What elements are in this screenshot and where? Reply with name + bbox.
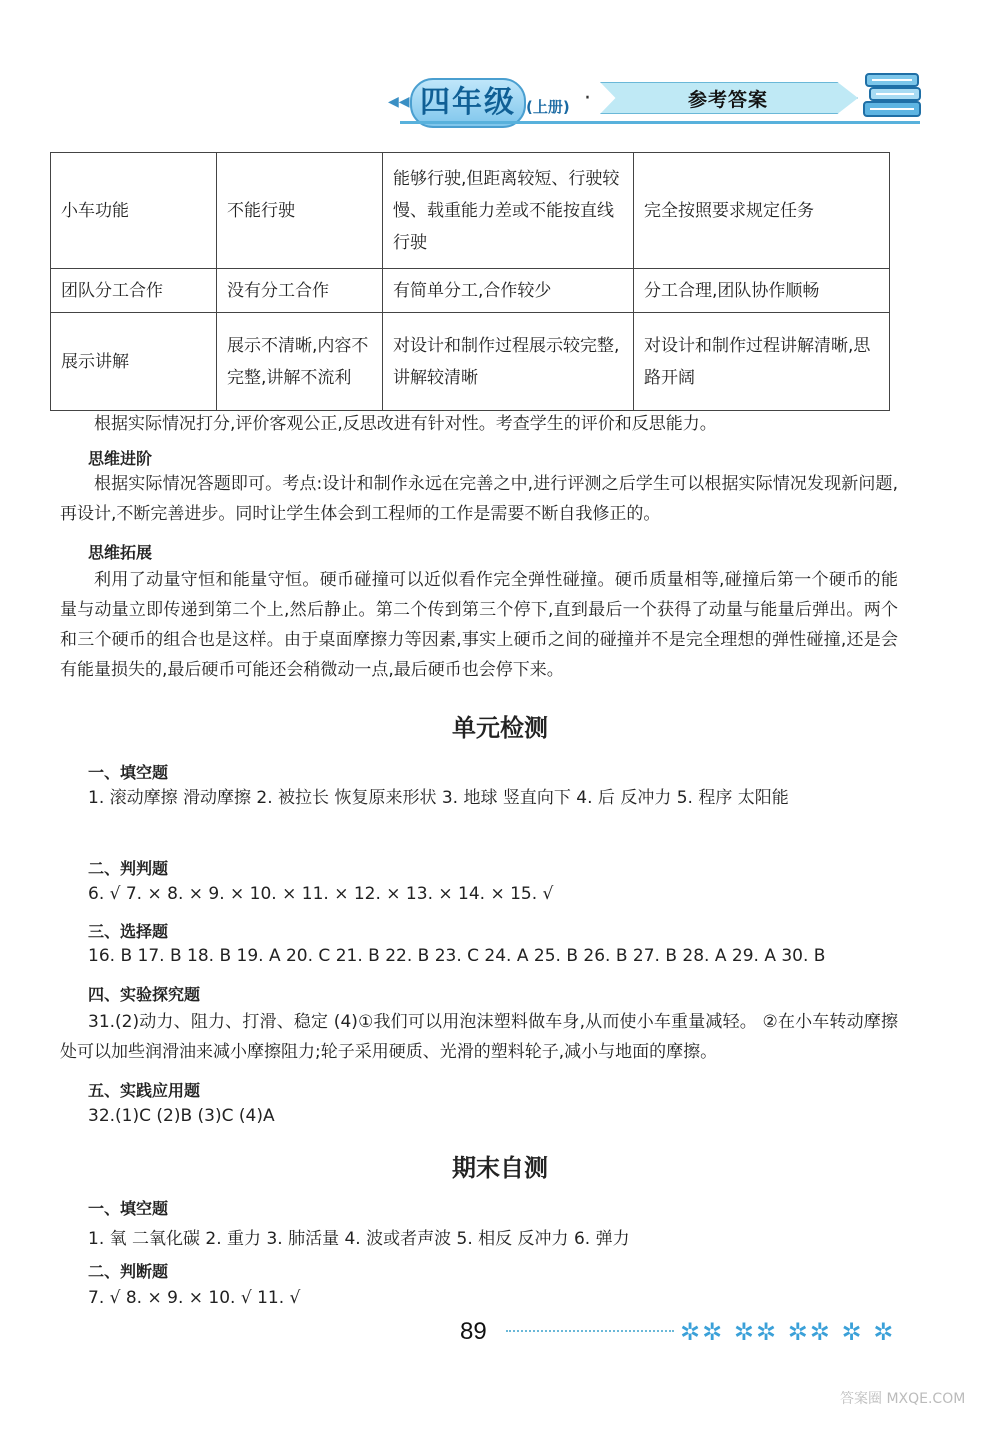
unit-heading-choice: 三、选择题 [88,922,169,941]
unit-answers-choice: 16. B 17. B 18. B 19. A 20. C 21. B 22. B 23. C 24. A 25. B 26. B 27. B 28. A 29. A 30. B [88,946,826,966]
unit-heading-judge: 二、判判题 [88,859,169,878]
table-cell: 有简单分工,合作较少 [383,269,634,313]
footer-dotted-rule [506,1330,674,1332]
final-heading-fill: 一、填空题 [88,1199,169,1218]
page-number: 89 [460,1318,487,1345]
heading-expand: 思维拓展 [88,543,153,562]
evaluation-note: 根据实际情况打分,评价客观公正,反思改进有针对性。考查学生的评价和反思能力。 [94,414,717,434]
table-cell: 团队分工合作 [51,269,217,313]
grade-badge: 四年级 [410,78,526,128]
unit-answers-experiment: 31.(2)动力、阻力、打滑、稳定 (4)①我们可以用泡沫塑料做车身,从而使小车重量减轻。 ②在小车转动摩擦处可以加些润滑油来减小摩擦阻力;轮子采用硬质、光滑的塑料轮子,减小与地面的摩擦。 [60,1012,898,1062]
header-arrows: ◀◀ [388,94,410,110]
table-cell: 对设计和制作过程展示较完整,讲解较清晰 [383,313,634,411]
watermark: 答案圈 MXQE.COM [840,1391,966,1407]
final-test-title: 期末自测 [452,1153,548,1182]
unit-answers-practice: 32.(1)C (2)B (3)C (4)A [88,1106,275,1126]
table-cell: 对设计和制作过程讲解清晰,思路开阔 [634,313,890,411]
table-cell: 展示讲解 [51,313,217,411]
final-answers-fill: 1. 氧 二氧化碳 2. 重力 3. 肺活量 4. 波或者声波 5. 相反 反冲力 6. 弹力 [88,1229,630,1249]
table-cell: 分工合理,团队协作顺畅 [634,269,890,313]
unit-heading-practice: 五、实践应用题 [88,1081,201,1100]
table-cell: 完全按照要求规定任务 [634,153,890,269]
books-icon [862,68,924,122]
table-cell: 能够行驶,但距离较短、行驶较慢、载重能力差或不能按直线行驶 [383,153,634,269]
table-row [51,269,890,313]
table-cell: 没有分工合作 [217,269,383,313]
header-rule [400,121,920,124]
heading-think: 思维进阶 [88,449,153,468]
snowflake-decoration-icon: ✲✲ ✲✲ ✲✲ ✲ ✲ [680,1318,896,1346]
unit-test-title: 单元检测 [452,713,548,742]
think-paragraph: 根据实际情况答题即可。考点:设计和制作永远在完善之中,进行评测之后学生可以根据实际情况发现新问题,再设计,不断完善进步。同时让学生体会到工程师的工作是需要不断自我修正的。 [60,474,898,524]
page-title: 参考答案 [687,89,768,111]
expand-paragraph: 利用了动量守恒和能量守恒。硬币碰撞可以近似看作完全弹性碰撞。硬币质量相等,碰撞后第一个硬币的能量与动量立即传递到第二个上,然后静止。第二个传到第三个停下,直到最后一个获得了动量与能量后弹出。两个和三个硬币的组合也是这样。由于桌面摩擦力等因素,事实上硬币之间的碰撞并不是完全理想的弹性碰撞,还是会有能量损失的,最后硬币可能还会稍微动一点,最后硬币也会停下来。 [60,570,898,680]
table-cell: 不能行驶 [217,153,383,269]
unit-heading-fill: 一、填空题 [88,763,169,782]
table-row [51,313,890,411]
final-heading-judge: 二、判断题 [88,1262,169,1281]
table-row [51,153,890,269]
volume-label: (上册) [526,98,570,116]
table-cell: 展示不清晰,内容不完整,讲解不流利 [217,313,383,411]
header-dot: · [584,86,591,111]
unit-answers-judge: 6. √ 7. × 8. × 9. × 10. × 11. × 12. × 13. × 14. × 15. √ [88,884,554,904]
unit-heading-experiment: 四、实验探究题 [88,985,201,1004]
table-cell: 小车功能 [51,153,217,269]
final-answers-judge: 7. √ 8. × 9. × 10. √ 11. √ [88,1288,301,1308]
unit-answers-fill: 1. 滚动摩擦 滑动摩擦 2. 被拉长 恢复原来形状 3. 地球 竖直向下 4. 后 反冲力 5. 程序 太阳能 [88,788,789,808]
evaluation-table [50,152,890,411]
